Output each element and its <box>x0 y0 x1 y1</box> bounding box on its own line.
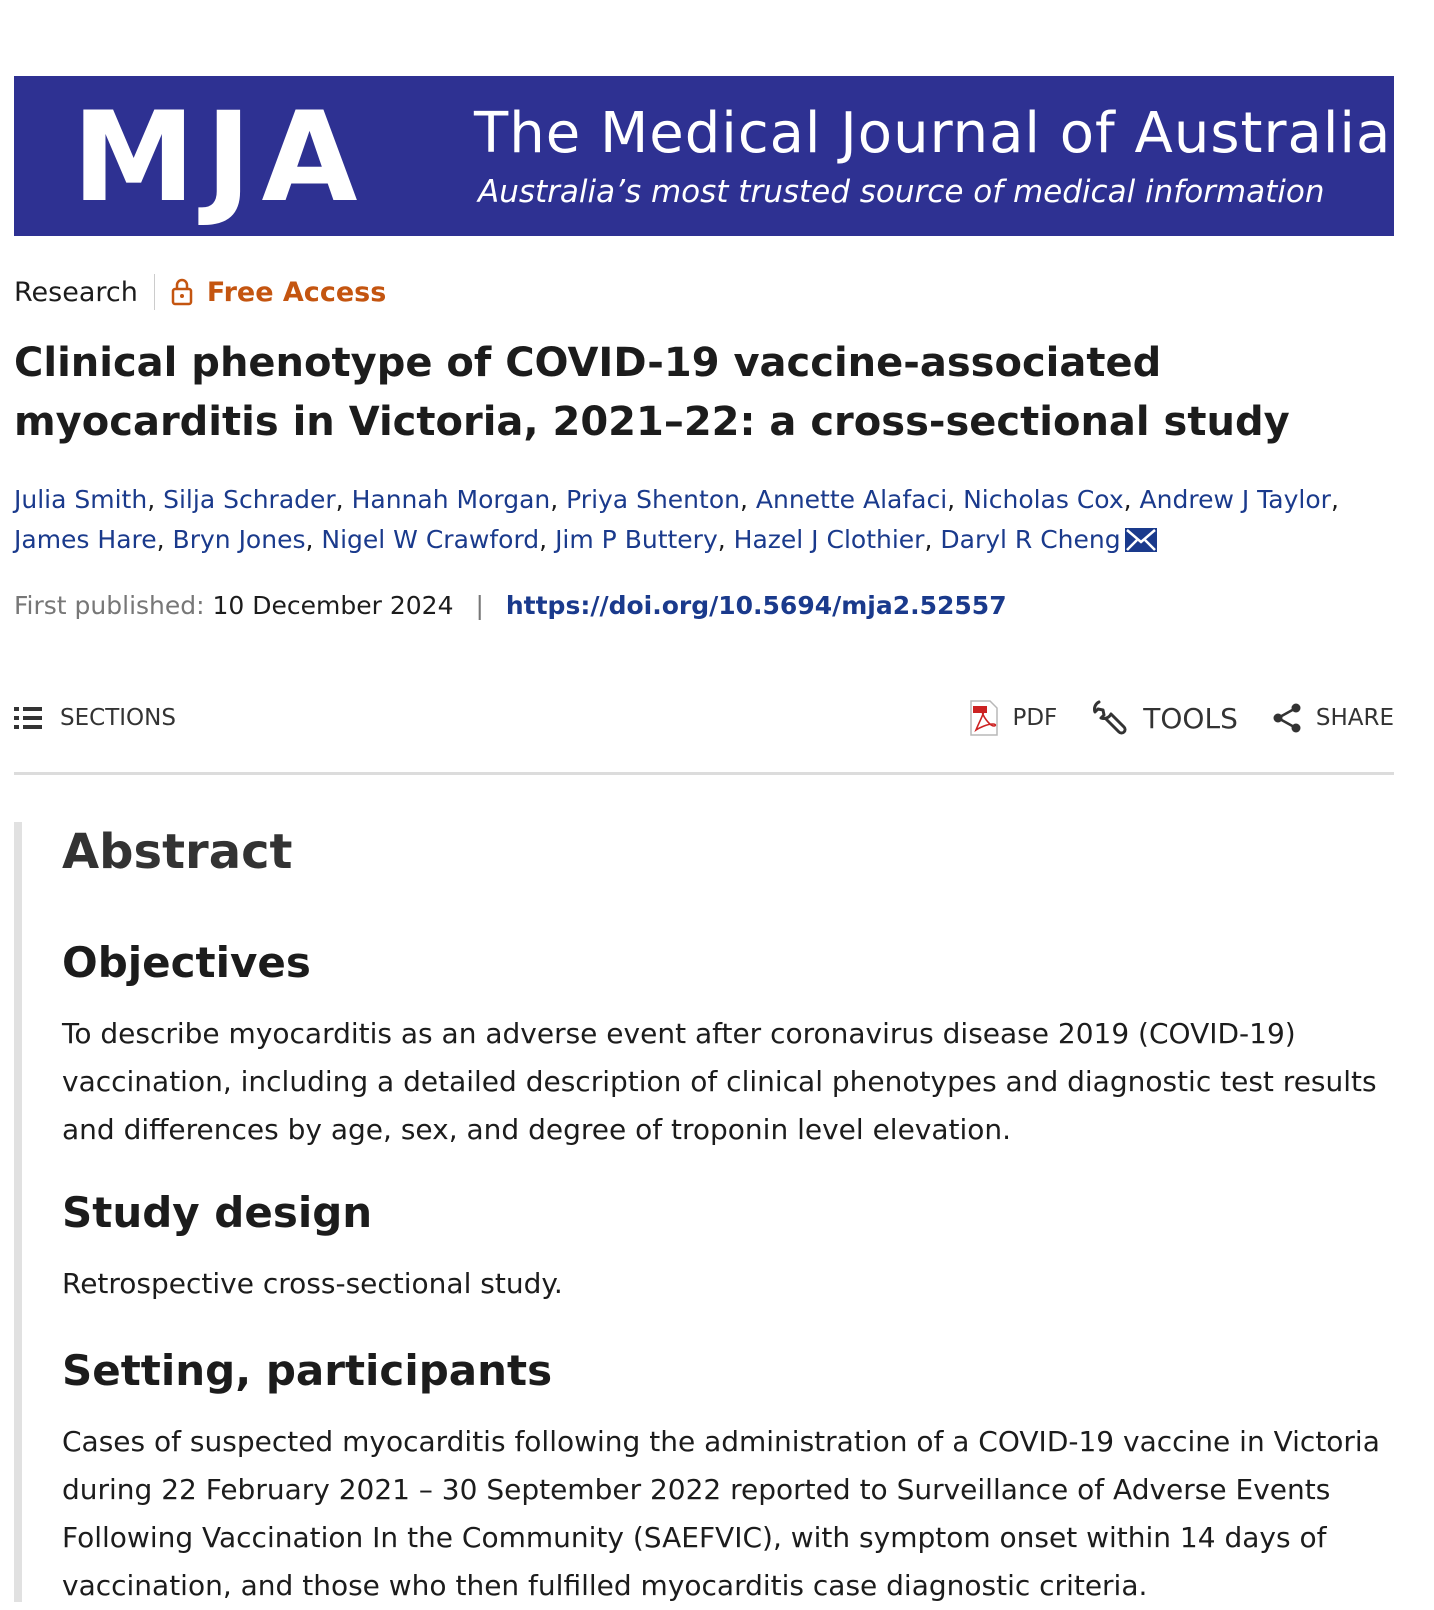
share-icon <box>1272 702 1302 734</box>
sections-label: SECTIONS <box>60 705 176 731</box>
author-link[interactable]: Jim P Buttery <box>555 525 718 554</box>
journal-tagline: Australia’s most trusted source of medical information <box>478 174 1325 210</box>
setting-participants-text: Cases of suspected myocarditis following the administration of a COVID-19 vaccine in Victoria during 22 February 2021 – 30 September 2022 reported to Surveillance of Adverse Events Following Vaccination In the Community (SAEFVIC), with symptom onset within 14 days of vaccination, and those who then fulfilled myocarditis case diagnostic criteria. <box>62 1425 1380 1602</box>
abstract-side-bar <box>14 822 22 1602</box>
author-link[interactable]: Daryl R Cheng <box>940 525 1121 554</box>
meta-divider <box>154 274 155 310</box>
free-access-badge <box>171 277 386 308</box>
article-title: Clinical phenotype of COVID-19 vaccine-associated myocarditis in Victoria, 2021–22: a cross-sectional study <box>14 340 1290 445</box>
free-access-label: Free Access <box>206 276 387 308</box>
toolbar-actions <box>936 696 1394 740</box>
tools-label: TOOLS <box>1143 701 1238 735</box>
author-separator: , <box>947 485 964 514</box>
article-toolbar <box>14 696 1394 740</box>
first-published-label: First published: <box>14 591 205 620</box>
author-separator: , <box>156 525 173 554</box>
first-published-date: 10 December 2024 <box>212 591 454 620</box>
wrench-icon <box>1091 699 1129 737</box>
author-separator: , <box>335 485 352 514</box>
author-link[interactable]: Nicholas Cox <box>963 485 1124 514</box>
author-separator: , <box>1330 485 1339 514</box>
author-link[interactable]: Annette Alafaci <box>755 485 948 514</box>
pdf-button[interactable] <box>970 700 1057 736</box>
article-type: Research <box>14 276 138 308</box>
author-link[interactable]: Hannah Morgan <box>351 485 551 514</box>
abstract-section <box>62 818 1382 1610</box>
objectives-heading: Objectives <box>62 938 311 987</box>
pdf-label: PDF <box>1012 705 1058 731</box>
study-design-heading: Study design <box>62 1188 373 1237</box>
publication-line <box>14 588 1007 624</box>
open-lock-icon <box>171 278 193 306</box>
sections-button[interactable] <box>14 696 176 740</box>
author-separator: , <box>147 485 164 514</box>
doi-link[interactable]: https://doi.org/10.5694/mja2.52557 <box>505 591 1007 620</box>
author-separator: , <box>550 485 567 514</box>
author-link[interactable]: Silja Schrader <box>163 485 336 514</box>
journal-title: The Medical Journal of Australia <box>474 101 1392 166</box>
objectives-text: To describe myocarditis as an adverse event after coronavirus disease 2019 (COVID-19) vaccination, including a detailed description of clinical phenotypes and diagnostic test results and differences by age, sex, and degree of troponin level elevation. <box>62 1017 1377 1146</box>
author-link[interactable]: Priya Shenton <box>566 485 740 514</box>
author-separator: , <box>924 525 941 554</box>
publication-separator: | <box>475 591 484 620</box>
author-separator: , <box>717 525 734 554</box>
pdf-icon <box>970 700 998 736</box>
author-link[interactable]: Andrew J Taylor <box>1139 485 1331 514</box>
study-design-text: Retrospective cross-sectional study. <box>62 1267 563 1300</box>
author-separator: , <box>305 525 322 554</box>
author-link[interactable]: Hazel J Clothier <box>733 525 925 554</box>
author-separator: , <box>539 525 556 554</box>
tools-button[interactable] <box>1091 699 1238 737</box>
list-icon <box>14 706 42 730</box>
author-separator: , <box>1123 485 1140 514</box>
journal-logo: MJA <box>72 86 368 230</box>
share-button[interactable] <box>1272 702 1394 734</box>
article-meta-row <box>14 272 386 312</box>
email-icon[interactable] <box>1125 528 1157 552</box>
author-link[interactable]: Julia Smith <box>14 485 148 514</box>
journal-banner[interactable] <box>14 76 1394 236</box>
author-link[interactable]: Bryn Jones <box>172 525 306 554</box>
author-list <box>14 480 1414 560</box>
abstract-heading: Abstract <box>62 824 293 880</box>
author-link[interactable]: Nigel W Crawford <box>321 525 540 554</box>
author-link[interactable]: James Hare <box>14 525 157 554</box>
author-separator: , <box>739 485 756 514</box>
share-label: SHARE <box>1315 705 1394 731</box>
toolbar-divider <box>14 772 1394 775</box>
setting-participants-heading: Setting, participants <box>62 1346 553 1395</box>
